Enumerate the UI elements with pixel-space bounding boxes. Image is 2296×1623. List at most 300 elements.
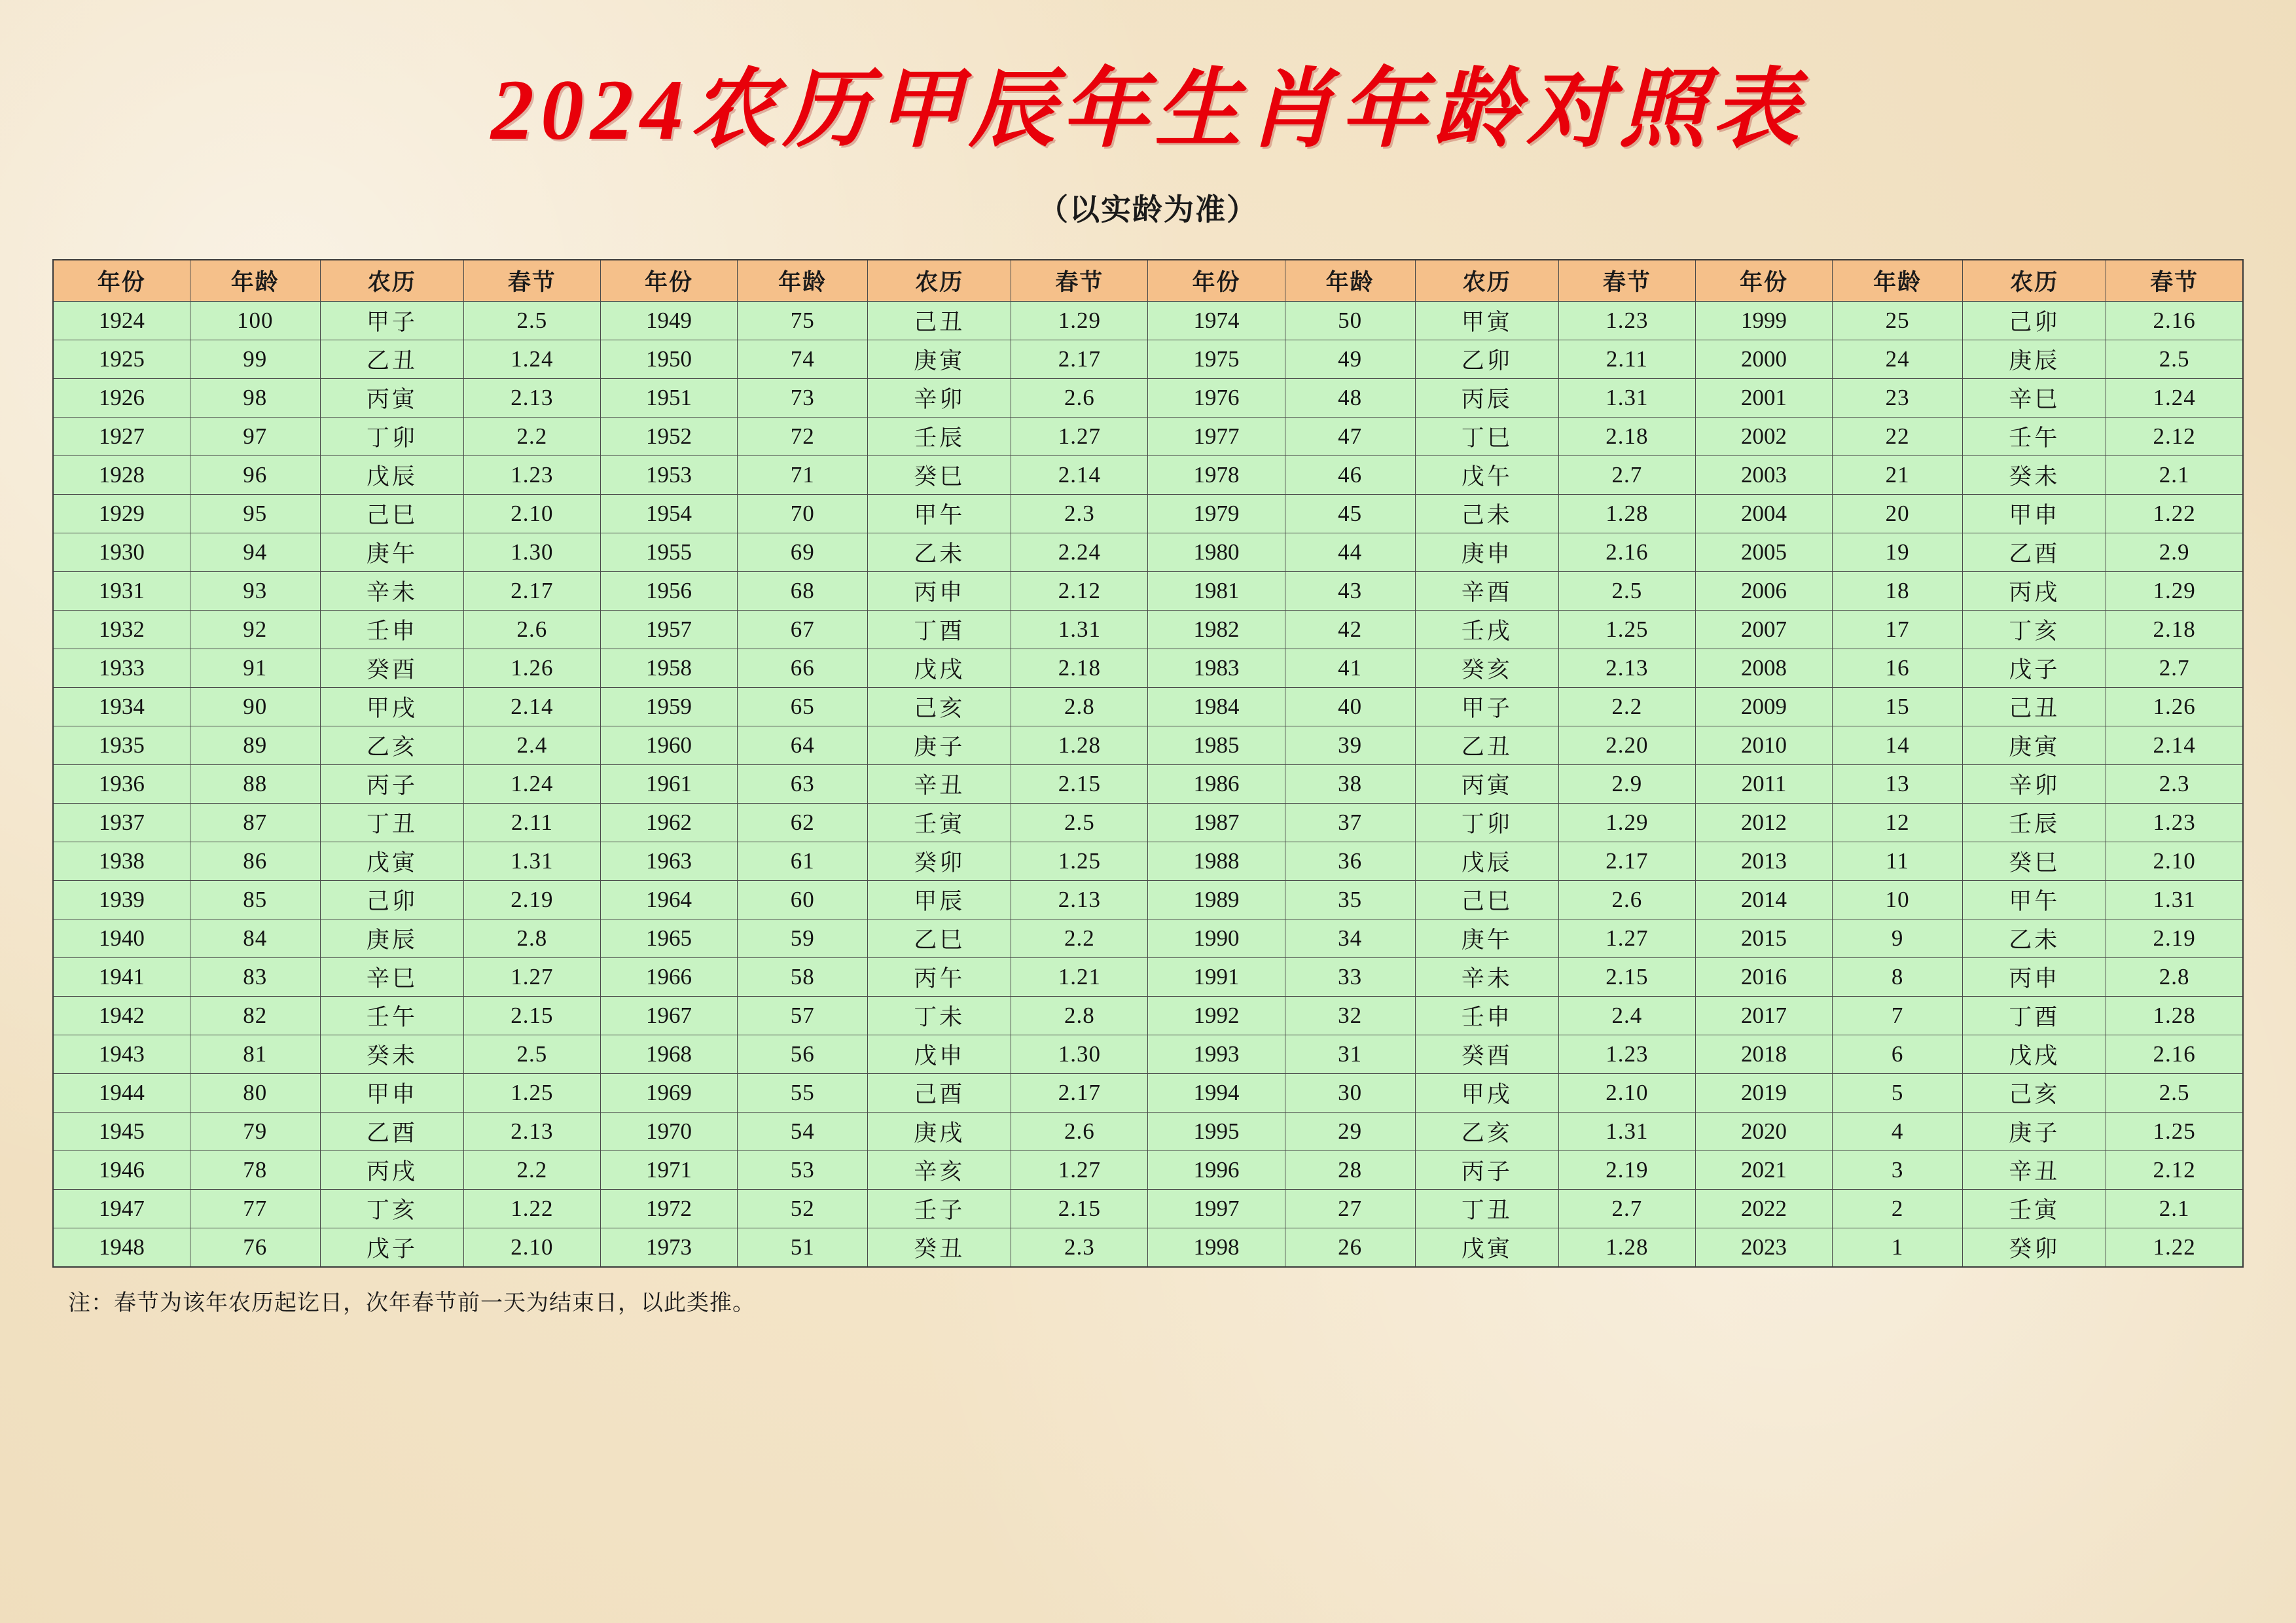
cell-lunar: 己酉: [868, 1073, 1011, 1112]
cell-fest: 1.25: [2106, 1112, 2243, 1150]
cell-fest: 1.28: [1011, 726, 1148, 764]
cell-year: 1987: [1148, 803, 1285, 842]
cell-fest: 2.5: [1011, 803, 1148, 842]
cell-lunar: 甲子: [1415, 687, 1558, 726]
cell-fest: 2.11: [1558, 340, 1695, 378]
cell-fest: 1.28: [1558, 1228, 1695, 1267]
table-row: [53, 455, 2243, 494]
cell-year: 1946: [53, 1150, 190, 1189]
cell-year: 1947: [53, 1189, 190, 1228]
cell-fest: 2.2: [1011, 919, 1148, 957]
cell-year: 1965: [600, 919, 737, 957]
cell-age: 71: [738, 455, 868, 494]
cell-year: 1982: [1148, 610, 1285, 649]
cell-age: 96: [190, 455, 320, 494]
cell-age: 98: [190, 378, 320, 417]
cell-lunar: 庚辰: [1963, 340, 2106, 378]
cell-lunar: 辛未: [1415, 957, 1558, 996]
column-header-2: 年龄: [190, 260, 320, 302]
cell-lunar: 戊辰: [320, 455, 463, 494]
cell-lunar: 癸亥: [1415, 649, 1558, 687]
cell-lunar: 丙戌: [1963, 571, 2106, 610]
column-header-5: 年份: [600, 260, 737, 302]
cell-age: 52: [738, 1189, 868, 1228]
cell-age: 89: [190, 726, 320, 764]
cell-fest: 2.17: [1011, 340, 1148, 378]
cell-fest: 2.6: [1011, 1112, 1148, 1150]
cell-age: 54: [738, 1112, 868, 1150]
cell-lunar: 辛丑: [868, 764, 1011, 803]
cell-fest: 1.29: [1011, 301, 1148, 340]
cell-lunar: 丁亥: [320, 1189, 463, 1228]
cell-fest: 2.8: [1011, 687, 1148, 726]
cell-year: 1950: [600, 340, 737, 378]
cell-age: 46: [1285, 455, 1415, 494]
cell-year: 1990: [1148, 919, 1285, 957]
table-row: [53, 417, 2243, 455]
cell-year: 2007: [1695, 610, 1832, 649]
cell-lunar: 丁酉: [1963, 996, 2106, 1035]
cell-year: 1951: [600, 378, 737, 417]
cell-year: 1983: [1148, 649, 1285, 687]
cell-lunar: 戊戌: [1963, 1035, 2106, 1073]
cell-fest: 2.9: [1558, 764, 1695, 803]
cell-age: 63: [738, 764, 868, 803]
cell-age: 35: [1285, 880, 1415, 919]
cell-year: 1985: [1148, 726, 1285, 764]
cell-fest: 2.15: [1011, 764, 1148, 803]
cell-year: 2011: [1695, 764, 1832, 803]
cell-age: 72: [738, 417, 868, 455]
cell-year: 2016: [1695, 957, 1832, 996]
cell-fest: 1.26: [2106, 687, 2243, 726]
column-header-6: 年龄: [738, 260, 868, 302]
cell-lunar: 己亥: [1963, 1073, 2106, 1112]
cell-year: 1932: [53, 610, 190, 649]
cell-fest: 2.19: [2106, 919, 2243, 957]
table-row: [53, 1112, 2243, 1150]
cell-age: 7: [1833, 996, 1963, 1035]
cell-lunar: 壬子: [868, 1189, 1011, 1228]
cell-fest: 2.5: [2106, 1073, 2243, 1112]
cell-year: 1973: [600, 1228, 737, 1267]
cell-year: 2013: [1695, 842, 1832, 880]
table-row: [53, 803, 2243, 842]
cell-age: 62: [738, 803, 868, 842]
column-header-11: 农历: [1415, 260, 1558, 302]
cell-fest: 2.15: [1011, 1189, 1148, 1228]
cell-age: 16: [1833, 649, 1963, 687]
cell-age: 42: [1285, 610, 1415, 649]
cell-fest: 1.24: [463, 340, 600, 378]
cell-fest: 2.12: [2106, 417, 2243, 455]
cell-year: 1959: [600, 687, 737, 726]
cell-age: 47: [1285, 417, 1415, 455]
cell-age: 83: [190, 957, 320, 996]
cell-year: 1955: [600, 533, 737, 571]
cell-fest: 2.5: [1558, 571, 1695, 610]
cell-age: 28: [1285, 1150, 1415, 1189]
cell-lunar: 庚子: [868, 726, 1011, 764]
cell-age: 33: [1285, 957, 1415, 996]
cell-lunar: 丙申: [868, 571, 1011, 610]
table-row: [53, 919, 2243, 957]
cell-year: 1981: [1148, 571, 1285, 610]
column-header-15: 农历: [1963, 260, 2106, 302]
cell-fest: 1.27: [1011, 417, 1148, 455]
cell-fest: 2.17: [1011, 1073, 1148, 1112]
cell-lunar: 戊子: [320, 1228, 463, 1267]
cell-lunar: 乙酉: [1963, 533, 2106, 571]
cell-age: 55: [738, 1073, 868, 1112]
cell-year: 1978: [1148, 455, 1285, 494]
cell-year: 1971: [600, 1150, 737, 1189]
cell-lunar: 乙丑: [1415, 726, 1558, 764]
cell-year: 1957: [600, 610, 737, 649]
cell-age: 61: [738, 842, 868, 880]
cell-age: 6: [1833, 1035, 1963, 1073]
table-row: [53, 610, 2243, 649]
cell-fest: 1.24: [2106, 378, 2243, 417]
cell-year: 1954: [600, 494, 737, 533]
cell-year: 1964: [600, 880, 737, 919]
cell-age: 2: [1833, 1189, 1963, 1228]
cell-lunar: 丁丑: [1415, 1189, 1558, 1228]
cell-lunar: 己丑: [868, 301, 1011, 340]
column-header-14: 年龄: [1833, 260, 1963, 302]
cell-lunar: 己卯: [1963, 301, 2106, 340]
cell-fest: 2.10: [1558, 1073, 1695, 1112]
cell-year: 2008: [1695, 649, 1832, 687]
cell-year: 1958: [600, 649, 737, 687]
cell-year: 1933: [53, 649, 190, 687]
cell-age: 3: [1833, 1150, 1963, 1189]
cell-age: 36: [1285, 842, 1415, 880]
cell-fest: 2.16: [1558, 533, 1695, 571]
cell-year: 1927: [53, 417, 190, 455]
cell-year: 1993: [1148, 1035, 1285, 1073]
cell-fest: 2.14: [463, 687, 600, 726]
cell-lunar: 己卯: [320, 880, 463, 919]
table-row: [53, 842, 2243, 880]
cell-fest: 2.5: [463, 1035, 600, 1073]
cell-lunar: 辛巳: [1963, 378, 2106, 417]
cell-age: 30: [1285, 1073, 1415, 1112]
cell-year: 1968: [600, 1035, 737, 1073]
cell-year: 1969: [600, 1073, 737, 1112]
table-row: [53, 996, 2243, 1035]
cell-fest: 2.3: [1011, 1228, 1148, 1267]
cell-fest: 1.28: [2106, 996, 2243, 1035]
cell-fest: 2.18: [1558, 417, 1695, 455]
cell-age: 48: [1285, 378, 1415, 417]
cell-lunar: 丙寅: [320, 378, 463, 417]
cell-age: 73: [738, 378, 868, 417]
cell-age: 70: [738, 494, 868, 533]
cell-age: 9: [1833, 919, 1963, 957]
cell-age: 15: [1833, 687, 1963, 726]
cell-year: 1967: [600, 996, 737, 1035]
cell-fest: 1.23: [463, 455, 600, 494]
cell-age: 10: [1833, 880, 1963, 919]
cell-year: 1956: [600, 571, 737, 610]
cell-year: 2014: [1695, 880, 1832, 919]
cell-lunar: 戊辰: [1415, 842, 1558, 880]
cell-year: 1936: [53, 764, 190, 803]
cell-fest: 2.1: [2106, 1189, 2243, 1228]
cell-fest: 2.14: [2106, 726, 2243, 764]
cell-age: 51: [738, 1228, 868, 1267]
cell-lunar: 壬午: [320, 996, 463, 1035]
cell-year: 1934: [53, 687, 190, 726]
cell-year: 2020: [1695, 1112, 1832, 1150]
cell-year: 1999: [1695, 301, 1832, 340]
table-body: [53, 301, 2243, 1267]
cell-lunar: 甲戌: [320, 687, 463, 726]
cell-age: 81: [190, 1035, 320, 1073]
cell-age: 99: [190, 340, 320, 378]
cell-age: 24: [1833, 340, 1963, 378]
cell-year: 1979: [1148, 494, 1285, 533]
cell-fest: 2.8: [463, 919, 600, 957]
cell-lunar: 丁卯: [320, 417, 463, 455]
cell-fest: 2.7: [2106, 649, 2243, 687]
cell-fest: 2.20: [1558, 726, 1695, 764]
cell-year: 1976: [1148, 378, 1285, 417]
cell-fest: 1.22: [463, 1189, 600, 1228]
table-row: [53, 764, 2243, 803]
cell-fest: 2.13: [463, 1112, 600, 1150]
cell-lunar: 丁亥: [1963, 610, 2106, 649]
cell-age: 12: [1833, 803, 1963, 842]
cell-lunar: 己亥: [868, 687, 1011, 726]
cell-age: 40: [1285, 687, 1415, 726]
cell-lunar: 乙丑: [320, 340, 463, 378]
cell-age: 38: [1285, 764, 1415, 803]
page-title: 2024农历甲辰年生肖年龄对照表: [491, 62, 1805, 158]
cell-fest: 2.13: [463, 378, 600, 417]
cell-age: 41: [1285, 649, 1415, 687]
cell-lunar: 戊寅: [1415, 1228, 1558, 1267]
table-header-row: [53, 260, 2243, 302]
cell-lunar: 辛巳: [320, 957, 463, 996]
cell-age: 82: [190, 996, 320, 1035]
cell-year: 1952: [600, 417, 737, 455]
table-row: [53, 1150, 2243, 1189]
cell-lunar: 庚午: [1415, 919, 1558, 957]
table-row: [53, 957, 2243, 996]
cell-age: 97: [190, 417, 320, 455]
cell-fest: 2.15: [1558, 957, 1695, 996]
cell-year: 1963: [600, 842, 737, 880]
cell-age: 14: [1833, 726, 1963, 764]
cell-fest: 1.27: [1558, 919, 1695, 957]
cell-year: 1980: [1148, 533, 1285, 571]
cell-lunar: 丙子: [1415, 1150, 1558, 1189]
column-header-4: 春节: [463, 260, 600, 302]
cell-lunar: 庚寅: [868, 340, 1011, 378]
cell-fest: 2.9: [2106, 533, 2243, 571]
cell-year: 1998: [1148, 1228, 1285, 1267]
column-header-7: 农历: [868, 260, 1011, 302]
cell-lunar: 癸巳: [868, 455, 1011, 494]
zodiac-age-table-wrapper: [46, 259, 2250, 1268]
cell-year: 2017: [1695, 996, 1832, 1035]
table-row: [53, 1228, 2243, 1267]
cell-fest: 1.29: [1558, 803, 1695, 842]
cell-year: 1926: [53, 378, 190, 417]
cell-fest: 2.4: [1558, 996, 1695, 1035]
cell-year: 1953: [600, 455, 737, 494]
cell-fest: 1.31: [463, 842, 600, 880]
cell-lunar: 壬戌: [1415, 610, 1558, 649]
cell-fest: 1.22: [2106, 494, 2243, 533]
cell-fest: 2.8: [1011, 996, 1148, 1035]
cell-fest: 1.25: [463, 1073, 600, 1112]
cell-age: 11: [1833, 842, 1963, 880]
cell-fest: 2.2: [463, 417, 600, 455]
zodiac-age-table: [52, 259, 2244, 1268]
table-row: [53, 880, 2243, 919]
cell-lunar: 壬寅: [868, 803, 1011, 842]
cell-fest: 2.10: [463, 494, 600, 533]
cell-fest: 2.10: [463, 1228, 600, 1267]
cell-fest: 2.4: [463, 726, 600, 764]
cell-age: 27: [1285, 1189, 1415, 1228]
cell-fest: 1.31: [1558, 1112, 1695, 1150]
cell-age: 31: [1285, 1035, 1415, 1073]
cell-fest: 2.1: [2106, 455, 2243, 494]
cell-age: 60: [738, 880, 868, 919]
cell-fest: 1.30: [463, 533, 600, 571]
cell-age: 85: [190, 880, 320, 919]
cell-fest: 2.6: [1011, 378, 1148, 417]
cell-lunar: 甲午: [1963, 880, 2106, 919]
cell-year: 1925: [53, 340, 190, 378]
cell-lunar: 壬午: [1963, 417, 2106, 455]
cell-year: 2018: [1695, 1035, 1832, 1073]
cell-age: 94: [190, 533, 320, 571]
table-row: [53, 1073, 2243, 1112]
cell-fest: 2.10: [2106, 842, 2243, 880]
cell-age: 69: [738, 533, 868, 571]
footnote: 注：春节为该年农历起讫日，次年春节前一天为结束日，以此类推。: [68, 1291, 755, 1315]
table-row: [53, 726, 2243, 764]
cell-lunar: 庚午: [320, 533, 463, 571]
cell-year: 1931: [53, 571, 190, 610]
cell-age: 39: [1285, 726, 1415, 764]
cell-fest: 1.23: [1558, 1035, 1695, 1073]
cell-year: 1996: [1148, 1150, 1285, 1189]
cell-fest: 2.6: [1558, 880, 1695, 919]
cell-age: 18: [1833, 571, 1963, 610]
cell-age: 23: [1833, 378, 1963, 417]
cell-fest: 2.12: [2106, 1150, 2243, 1189]
cell-age: 78: [190, 1150, 320, 1189]
cell-age: 32: [1285, 996, 1415, 1035]
cell-fest: 1.30: [1011, 1035, 1148, 1073]
cell-age: 26: [1285, 1228, 1415, 1267]
cell-age: 37: [1285, 803, 1415, 842]
cell-fest: 1.31: [2106, 880, 2243, 919]
cell-lunar: 丙寅: [1415, 764, 1558, 803]
cell-age: 74: [738, 340, 868, 378]
cell-lunar: 癸丑: [868, 1228, 1011, 1267]
cell-lunar: 癸巳: [1963, 842, 2106, 880]
cell-lunar: 庚申: [1415, 533, 1558, 571]
cell-age: 79: [190, 1112, 320, 1150]
cell-fest: 1.23: [2106, 803, 2243, 842]
cell-age: 22: [1833, 417, 1963, 455]
cell-age: 17: [1833, 610, 1963, 649]
cell-year: 1938: [53, 842, 190, 880]
cell-year: 2006: [1695, 571, 1832, 610]
cell-year: 2004: [1695, 494, 1832, 533]
cell-age: 4: [1833, 1112, 1963, 1150]
cell-year: 1961: [600, 764, 737, 803]
cell-age: 90: [190, 687, 320, 726]
cell-lunar: 戊午: [1415, 455, 1558, 494]
cell-age: 67: [738, 610, 868, 649]
cell-lunar: 丙辰: [1415, 378, 1558, 417]
cell-age: 92: [190, 610, 320, 649]
cell-year: 1943: [53, 1035, 190, 1073]
cell-year: 1992: [1148, 996, 1285, 1035]
cell-age: 80: [190, 1073, 320, 1112]
cell-age: 5: [1833, 1073, 1963, 1112]
cell-year: 1948: [53, 1228, 190, 1267]
cell-lunar: 壬寅: [1963, 1189, 2106, 1228]
cell-age: 58: [738, 957, 868, 996]
cell-fest: 2.19: [1558, 1150, 1695, 1189]
cell-lunar: 辛卯: [868, 378, 1011, 417]
cell-fest: 1.31: [1011, 610, 1148, 649]
cell-fest: 2.3: [2106, 764, 2243, 803]
column-header-1: 年份: [53, 260, 190, 302]
cell-age: 34: [1285, 919, 1415, 957]
cell-age: 65: [738, 687, 868, 726]
cell-fest: 2.16: [2106, 301, 2243, 340]
cell-lunar: 丙子: [320, 764, 463, 803]
cell-age: 59: [738, 919, 868, 957]
cell-lunar: 辛丑: [1963, 1150, 2106, 1189]
column-header-12: 春节: [1558, 260, 1695, 302]
cell-fest: 2.3: [1011, 494, 1148, 533]
cell-lunar: 甲申: [1963, 494, 2106, 533]
cell-year: 1984: [1148, 687, 1285, 726]
cell-fest: 1.25: [1558, 610, 1695, 649]
cell-fest: 1.26: [463, 649, 600, 687]
column-header-10: 年龄: [1285, 260, 1415, 302]
cell-lunar: 甲辰: [868, 880, 1011, 919]
cell-age: 84: [190, 919, 320, 957]
cell-lunar: 乙亥: [320, 726, 463, 764]
cell-year: 1949: [600, 301, 737, 340]
cell-fest: 2.7: [1558, 1189, 1695, 1228]
cell-year: 1988: [1148, 842, 1285, 880]
cell-year: 1970: [600, 1112, 737, 1150]
cell-lunar: 丁丑: [320, 803, 463, 842]
cell-lunar: 乙未: [1963, 919, 2106, 957]
cell-lunar: 癸卯: [1963, 1228, 2106, 1267]
cell-fest: 2.11: [463, 803, 600, 842]
cell-age: 25: [1833, 301, 1963, 340]
cell-lunar: 庚戌: [868, 1112, 1011, 1150]
cell-fest: 2.24: [1011, 533, 1148, 571]
cell-fest: 1.29: [2106, 571, 2243, 610]
cell-lunar: 甲寅: [1415, 301, 1558, 340]
cell-lunar: 癸卯: [868, 842, 1011, 880]
